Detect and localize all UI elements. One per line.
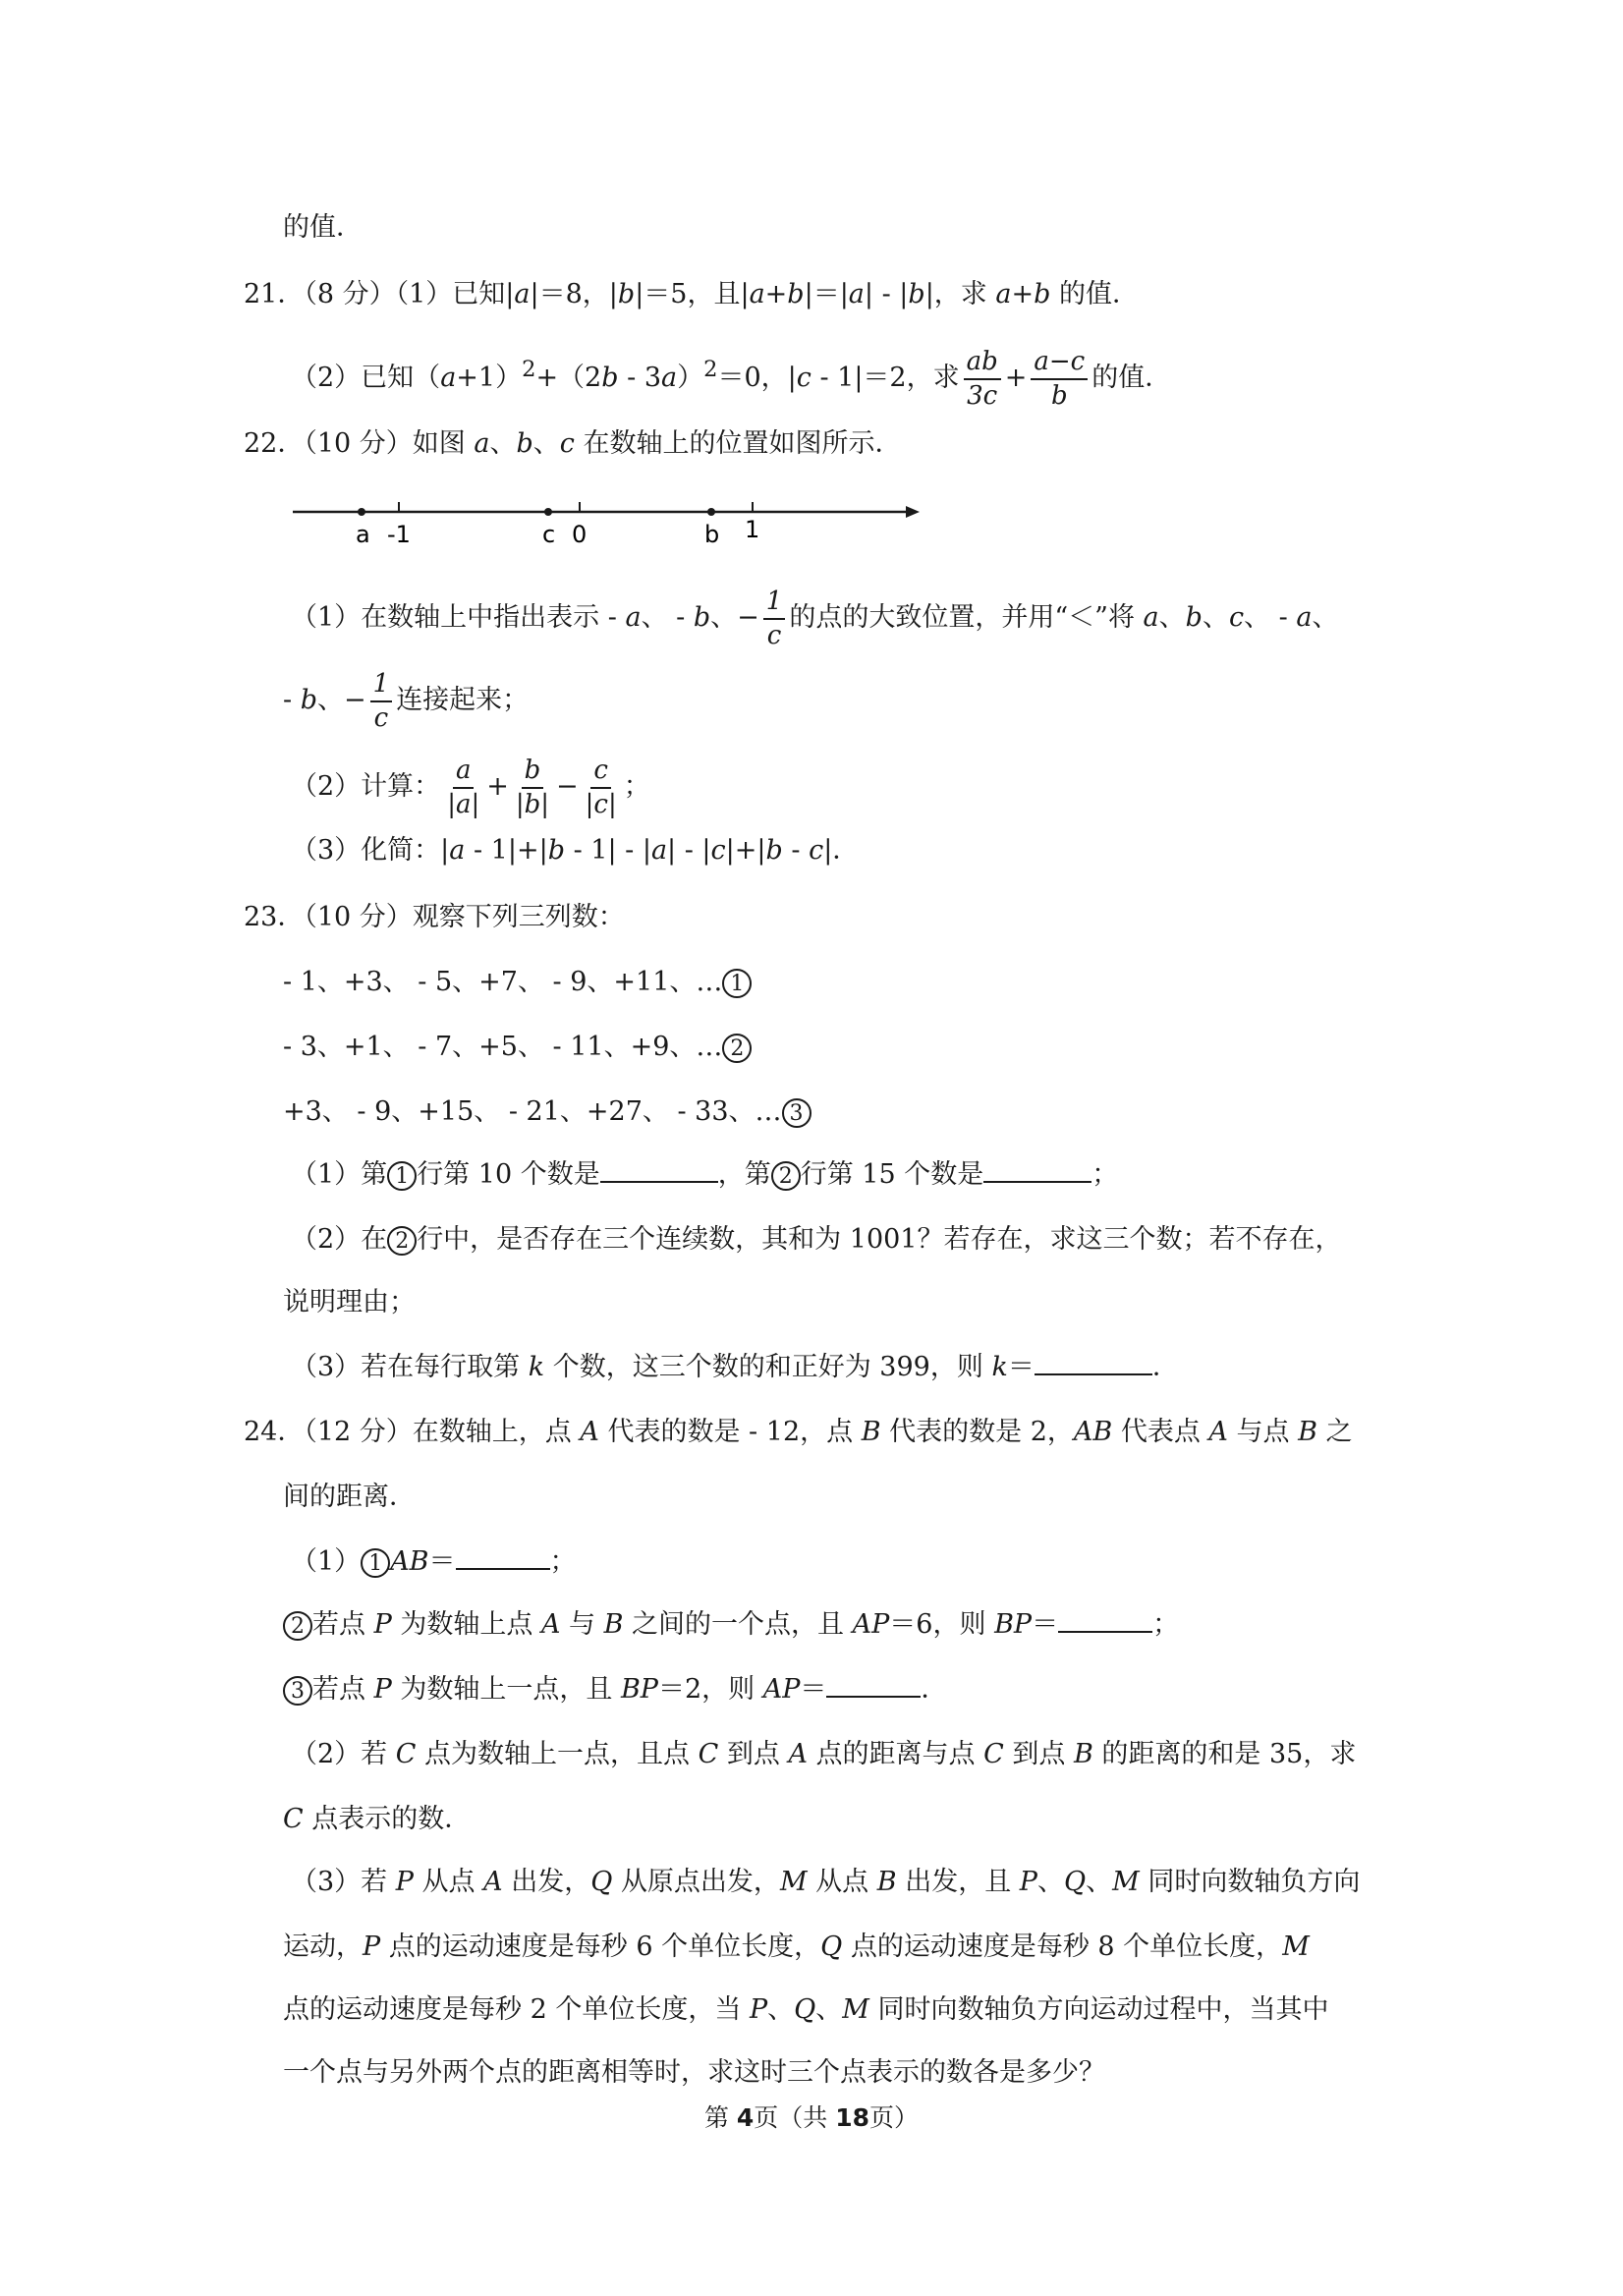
- page-total: 18: [835, 2103, 870, 2132]
- label-c: c: [542, 521, 556, 548]
- answer-blank: [826, 1696, 921, 1698]
- q24-part2-line2: C 点表示的数．: [283, 1804, 472, 1834]
- page-footer: 第 4页（共 18页）: [703, 2103, 920, 2132]
- q24-part3-line1: （3）若 P 从点 A 出发，Q 从原点出发，M 从点 B 出发，且 P、Q、M 同时向数轴负方向: [291, 1867, 1361, 1897]
- q24-part3-line2: 运动，P 点的运动速度是每秒 6 个单位长度，Q 点的运动速度是每秒 8 个单位长度，M: [283, 1932, 1310, 1962]
- point-c: [544, 508, 552, 516]
- label-minus-one: -1: [387, 521, 411, 548]
- q22-heading: 22．（10 分）如图 a、b、c 在数轴上的位置如图所示．: [244, 428, 902, 459]
- q22-part3: （3）化简：|a - 1|+|b - 1| - |a| - |c|+|b - c|．: [291, 835, 860, 866]
- fraction-a-minus-c-over-b: $\frac{a-c}{b}$: [1031, 348, 1088, 410]
- q22-part1-line2: - b、− $\frac{1}{c}$ 连接起来；: [283, 669, 530, 733]
- q24-part3-line3: 点的运动速度是每秒 2 个单位长度，当 P、Q、M 同时向数轴负方向运动过程中，当其中: [283, 1994, 1329, 2025]
- axis-arrow-icon: [906, 506, 920, 518]
- number-line-figure: [285, 486, 923, 555]
- q24-part1-a: （1） 1 AB＝ ；: [291, 1546, 577, 1577]
- fraction-one-over-c-2: $\frac{1}{c}$: [370, 670, 393, 732]
- fraction-one-over-c: $\frac{1}{c}$: [763, 588, 786, 649]
- label-zero: 0: [572, 521, 588, 548]
- q24-heading-line2: 间的距离．: [283, 1482, 416, 1512]
- page-number: 4: [736, 2103, 755, 2132]
- q23-part3: （3）若在每行取第 k 个数，这三个数的和正好为 399，则 k＝ ．: [291, 1352, 1179, 1382]
- q24-part1-c: 3 若点 P 为数轴上一点，且 BP＝2，则 AP＝ ．: [283, 1670, 947, 1709]
- point-a: [358, 508, 365, 516]
- circled-number-1: 1: [722, 969, 752, 998]
- q22-part2: （2）计算： $\frac{a}{|a|}$ + $\frac{b}{|b|}$ − $\frac{c}{|c|}$ ；: [291, 756, 650, 819]
- fraction-ab-over-3c: $\frac{ab}{3c}$: [964, 348, 1001, 410]
- circled-number-2: 2: [722, 1034, 752, 1063]
- answer-blank: [1035, 1373, 1152, 1375]
- q23-row3: +3、 - 9、+15、 - 21、+27、 - 33、… 3: [283, 1092, 812, 1132]
- label-a: a: [356, 521, 370, 548]
- answer-blank: [1058, 1631, 1152, 1633]
- label-b: b: [704, 521, 720, 548]
- fraction-a-over-abs-a: $\frac{a}{|a|}$: [447, 756, 480, 819]
- q24-part2: （2）若 C 点为数轴上一点，且点 C 到点 A 点的距离与点 C 到点 B 的距离的和是 35，求: [291, 1739, 1357, 1769]
- label-one: 1: [745, 516, 760, 543]
- q24-part1-b: 2 若点 P 为数轴上点 A 与 B 之间的一个点，且 AP＝6，则 BP＝ ；: [283, 1605, 1179, 1645]
- q23-heading: 23．（10 分）观察下列三列数：: [244, 902, 625, 932]
- q23-row1: - 1、+3、 - 5、+7、 - 9、+11、… 1: [283, 963, 752, 1002]
- q24-heading: 24．（12 分）在数轴上，点 A 代表的数是 - 12，点 B 代表的数是 2，AB 代表点 A 与点 B 之: [244, 1417, 1353, 1447]
- q23-part2-line2: 说明理由；: [283, 1287, 416, 1317]
- q21-part2: （2）已知$(a+1)^2+(2b - 3a)^2=0$，|c - 1|＝2，求 $\frac{ab}{3c}$ + $\frac{a-c}{b}$ 的值．: [291, 347, 1172, 411]
- q21-part1: 21．（8 分）（1）已知|a|＝8，|b|＝5，且|a+b|＝|a| - |b|，求 a+b 的值．: [244, 279, 1139, 309]
- answer-blank: [456, 1568, 550, 1570]
- answer-blank: [600, 1181, 718, 1183]
- point-b: [707, 508, 715, 516]
- continued-text: 的值．: [283, 212, 363, 243]
- q24-part3-line4: 一个点与另外两个点的距离相等时，求这时三个点表示的数各是多少？: [283, 2057, 1105, 2088]
- q23-part1: （1）第 1 行第 10 个数是 ，第 2 行第 15 个数是 ；: [291, 1159, 1119, 1190]
- fraction-b-over-abs-b: $\frac{b}{|b|}$: [515, 756, 550, 819]
- circled-number-3: 3: [782, 1098, 812, 1128]
- fraction-c-over-abs-c: $\frac{c}{|c|}$: [585, 756, 617, 819]
- q23-row2: - 3、+1、 - 7、+5、 - 11、+9、… 2: [283, 1028, 752, 1067]
- q22-part1-line1: （1）在数轴上中指出表示 - a、 - b、− $\frac{1}{c}$ 的点的大致位置，并用“＜”将 a、b、c、 - a、: [291, 587, 1339, 650]
- answer-blank: [983, 1181, 1091, 1183]
- q23-part2: （2）在 2 行中，是否存在三个连续数，其和为 1001？若存在，求这三个数；若不存在，: [291, 1224, 1342, 1255]
